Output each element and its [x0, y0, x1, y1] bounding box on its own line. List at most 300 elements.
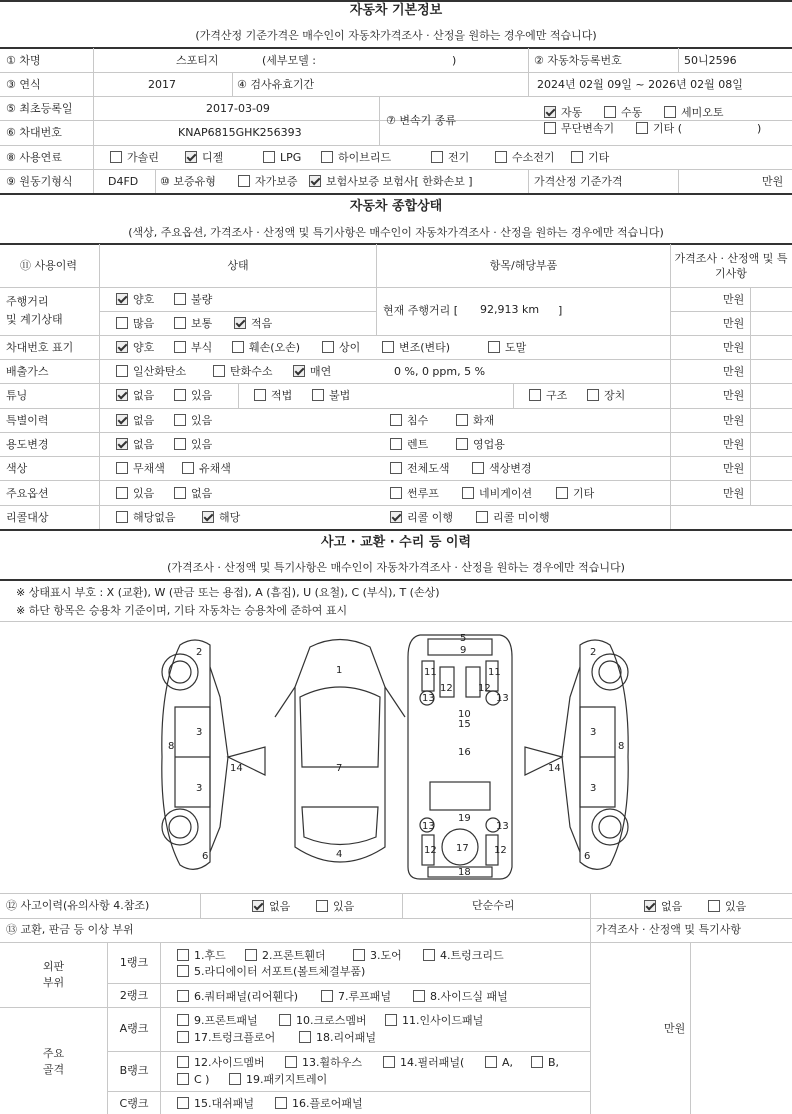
section-note-accident: (가격조사 · 산정액 및 특기사항은 매수인이 자동차가격조사 · 산정을 원하는 경우에만 적습니다) [167, 561, 625, 574]
paint-option[interactable] [472, 462, 532, 476]
special-option-label: 있음 [191, 414, 213, 427]
checkbox[interactable] [202, 511, 214, 523]
svg-text:6: 6 [202, 851, 209, 862]
checkbox[interactable] [664, 106, 676, 118]
checkbox[interactable] [423, 949, 435, 961]
checkbox[interactable] [245, 949, 257, 961]
checkbox[interactable] [177, 949, 189, 961]
rank1-part[interactable] [423, 949, 504, 963]
price-unit: 만원 [723, 438, 745, 451]
main-option-type-option-label: 썬루프 [407, 487, 439, 500]
fuel-option[interactable] [321, 151, 391, 165]
vin-mark-option[interactable] [232, 341, 300, 355]
checkbox[interactable] [279, 1014, 291, 1026]
checkbox[interactable] [529, 389, 541, 401]
mileage-option[interactable] [174, 293, 212, 307]
price-unit: 만원 [723, 487, 745, 500]
recall-status-option-label: 리콜 미이행 [493, 511, 550, 524]
tuning-legal-option[interactable] [254, 389, 292, 403]
mileage-close: ] [558, 304, 563, 317]
rankA-part-label: 9.프론트패널 [194, 1014, 258, 1027]
svg-text:6: 6 [584, 851, 591, 862]
main-option-option[interactable] [174, 487, 212, 501]
rankA-part[interactable] [299, 1031, 376, 1045]
checkbox[interactable] [321, 990, 333, 1002]
special-type-option-label: 침수 [407, 414, 429, 427]
checkbox[interactable] [232, 341, 244, 353]
rankB-part[interactable] [285, 1056, 362, 1070]
recall-status-option[interactable] [390, 511, 453, 525]
svg-text:11: 11 [488, 667, 501, 678]
section-title-accident: 사고 · 교환 · 수리 등 이력 [320, 535, 472, 550]
fuel-option-label: 전기 [448, 151, 470, 164]
svg-text:1: 1 [336, 665, 343, 676]
tuning-type-option[interactable] [529, 389, 567, 403]
rankB-part-label: 19.패키지트레이 [246, 1073, 328, 1086]
year-value: 2017 [148, 78, 176, 91]
use-type-option-label: 영업용 [473, 438, 505, 451]
fuel-option-label: 가솔린 [127, 151, 159, 164]
checkbox[interactable] [472, 462, 484, 474]
svg-text:12: 12 [478, 683, 491, 694]
checkbox[interactable] [177, 1014, 189, 1026]
first-reg-value: 2017-03-09 [206, 102, 270, 115]
vin-mark-option-label: 양호 [133, 341, 155, 354]
paint-option[interactable] [390, 462, 450, 476]
checkbox[interactable] [383, 1056, 395, 1068]
special-type-option[interactable] [390, 414, 428, 428]
rankB-part[interactable] [229, 1073, 327, 1087]
checkbox[interactable] [390, 414, 402, 426]
rankB-label: B랭크 [119, 1064, 149, 1077]
checkbox[interactable] [116, 414, 128, 426]
svg-text:12: 12 [440, 683, 453, 694]
rankB-part-label: C ) [194, 1073, 210, 1086]
main-option-option-label: 없음 [191, 487, 213, 500]
rank2-part[interactable] [321, 990, 391, 1004]
checkbox[interactable] [174, 389, 186, 401]
checkbox[interactable] [476, 511, 488, 523]
checkbox[interactable] [213, 365, 225, 377]
special-type-option[interactable] [456, 414, 494, 428]
svg-text:3: 3 [196, 783, 203, 794]
car-diagram [140, 627, 650, 887]
checkbox[interactable] [252, 900, 264, 912]
checkbox[interactable] [312, 389, 324, 401]
checkbox[interactable] [456, 438, 468, 450]
fuel-option[interactable] [495, 151, 555, 165]
checkbox[interactable] [431, 151, 443, 163]
checkbox[interactable] [309, 175, 321, 187]
checkbox[interactable] [116, 487, 128, 499]
checkbox[interactable] [488, 341, 500, 353]
accident-option-label: 없음 [269, 900, 291, 913]
item-header: 항목/해당부품 [489, 259, 558, 272]
vin-mark-option[interactable] [382, 341, 450, 355]
svg-text:3: 3 [590, 727, 597, 738]
svg-text:16: 16 [458, 747, 471, 758]
checkbox[interactable] [390, 487, 402, 499]
fuel-option[interactable] [110, 151, 159, 165]
trans-manual[interactable]: 수동 [604, 106, 642, 120]
fuel-option-label: 수소전기 [512, 151, 555, 164]
svg-text:4: 4 [336, 849, 343, 860]
svg-text:10: 10 [458, 709, 471, 720]
tuning-label: 튜닝 [6, 389, 28, 402]
checkbox[interactable] [116, 389, 128, 401]
reg-no-value: 50니2596 [684, 54, 737, 67]
tuning-legal-option[interactable] [312, 389, 350, 403]
usage-history-header: ⑪ 사용이력 [20, 259, 78, 272]
special-option[interactable] [174, 414, 212, 428]
checkbox[interactable] [413, 990, 425, 1002]
outer-panel-label: 외판 [42, 960, 65, 973]
mileage-amount-option[interactable] [174, 317, 212, 331]
svg-text:3: 3 [590, 783, 597, 794]
rank1-part[interactable] [177, 965, 365, 979]
checkbox[interactable] [177, 1056, 189, 1068]
vin-mark-option[interactable] [322, 341, 360, 355]
svg-text:13: 13 [496, 821, 509, 832]
paint-option-label: 색상변경 [489, 462, 532, 475]
car-name-label: ① 차명 [6, 54, 41, 67]
vin-label: ⑥ 차대번호 [6, 126, 62, 139]
svg-text:13: 13 [422, 693, 435, 704]
checkbox[interactable] [571, 151, 583, 163]
color-option[interactable] [182, 462, 231, 476]
checkbox[interactable] [556, 487, 568, 499]
exchange-label: ⑬ 교환, 판금 등 이상 부위 [6, 923, 134, 936]
tuning-option-label: 없음 [133, 389, 155, 402]
checkbox[interactable] [604, 106, 616, 118]
simple-repair-option[interactable] [708, 900, 746, 914]
rankA-part[interactable] [385, 1014, 483, 1028]
exchange-price-label: 가격조사 · 산정액 및 특기사항 [596, 923, 741, 936]
year-label: ③ 연식 [6, 78, 41, 91]
trans-semiauto[interactable]: 세미오토 [664, 106, 724, 120]
gas-option[interactable] [116, 365, 186, 379]
rankB-part-label: A, [502, 1056, 514, 1069]
warranty-label: ⑩ 보증유형 [160, 175, 216, 188]
use-change-label: 용도변경 [6, 438, 49, 451]
checkbox[interactable] [174, 438, 186, 450]
use-option[interactable] [116, 438, 154, 452]
svg-text:7: 7 [336, 763, 343, 774]
checkbox[interactable] [495, 151, 507, 163]
mileage-option-label: 불량 [191, 293, 213, 306]
rank1-part[interactable] [245, 949, 326, 963]
base-price-unit: 만원 [762, 175, 784, 188]
checkbox[interactable] [299, 1031, 311, 1043]
color-option[interactable] [116, 462, 165, 476]
rankB-part-label: 12.사이드멤버 [194, 1056, 265, 1069]
gas-label: 배출가스 [6, 365, 49, 378]
mileage-value: 92,913 km [480, 303, 540, 316]
rank2-part-label: 8.사이드실 패널 [430, 990, 508, 1003]
recall-option-label: 해당 [219, 511, 241, 524]
outer-panel-label-2: 부위 [42, 976, 65, 989]
checkbox[interactable] [263, 151, 275, 163]
mileage-amount-option[interactable] [234, 317, 272, 331]
fuel-option-label: 기타 [588, 151, 610, 164]
checkbox[interactable] [485, 1056, 497, 1068]
detail-model-close: ) [452, 54, 457, 67]
rankA-part[interactable] [279, 1014, 367, 1028]
main-frame-label: 주요 [42, 1047, 65, 1060]
use-type-option-label: 렌트 [407, 438, 429, 451]
checkbox[interactable] [229, 1073, 241, 1085]
checkbox[interactable] [587, 389, 599, 401]
checkbox[interactable] [116, 511, 128, 523]
checkbox[interactable] [462, 487, 474, 499]
vin-value: KNAP6815GHK256393 [178, 126, 302, 139]
inspection-label: ④ 검사유효기간 [237, 78, 315, 91]
recall-status-option-label: 리콜 이행 [407, 511, 454, 524]
simple-repair-option[interactable] [644, 900, 682, 914]
checkbox[interactable] [238, 175, 250, 187]
rankC-label: C랭크 [119, 1097, 149, 1110]
svg-text:14: 14 [230, 763, 243, 774]
price-unit: 만원 [723, 341, 745, 354]
trans-auto[interactable]: 자동 [544, 106, 582, 120]
main-option-type-option[interactable] [462, 487, 532, 501]
checkbox[interactable] [275, 1097, 287, 1109]
special-option-label: 없음 [133, 414, 155, 427]
svg-text:3: 3 [196, 727, 203, 738]
rank1-part[interactable] [353, 949, 402, 963]
rank1-part-label: 5.라디에이터 서포트(볼트체결부품) [194, 965, 366, 978]
price-unit: 만원 [723, 317, 745, 330]
tuning-type-option[interactable] [587, 389, 625, 403]
accident-option[interactable] [316, 900, 354, 914]
section-note-status: (색상, 주요옵션, 가격조사 · 산정액 및 특기사항은 매수인이 자동차가격조사 · 산정을 원하는 경우에만 적습니다) [128, 226, 664, 239]
warranty-insurance[interactable]: 보험사보증 보험사[ 한화손보 ] [309, 175, 473, 189]
checkbox[interactable] [390, 462, 402, 474]
base-price-label: 가격산정 기준가격 [534, 175, 623, 188]
checkbox[interactable] [116, 365, 128, 377]
svg-text:13: 13 [496, 693, 509, 704]
rankB-part-label: 13.휠하우스 [302, 1056, 362, 1069]
checkbox[interactable] [116, 438, 128, 450]
fuel-option[interactable] [431, 151, 469, 165]
main-option-label: 주요옵션 [6, 487, 49, 500]
vin-mark-option[interactable] [116, 341, 154, 355]
use-option-label: 있음 [191, 438, 213, 451]
gas-option-label: 매연 [310, 365, 332, 378]
rank1-part-label: 2.프론트휀더 [262, 949, 326, 962]
gas-values: 0 %, 0 ppm, 5 % [394, 365, 486, 378]
checkbox[interactable] [390, 511, 402, 523]
special-label: 특별이력 [6, 414, 49, 427]
rank2-label: 2랭크 [119, 989, 149, 1002]
checkbox[interactable] [385, 1014, 397, 1026]
engine-label: ⑨ 원동기형식 [6, 175, 73, 188]
first-reg-label: ⑤ 최초등록일 [6, 102, 73, 115]
vin-mark-option-label: 훼손(오손) [249, 341, 301, 354]
checkbox[interactable] [177, 1031, 189, 1043]
vin-mark-option[interactable] [174, 341, 212, 355]
simple-repair-label: 단순수리 [472, 899, 515, 912]
checkbox[interactable] [285, 1056, 297, 1068]
vin-mark-option-label: 도말 [505, 341, 527, 354]
trans-other-close: ) [757, 122, 762, 135]
checkbox[interactable] [531, 1056, 543, 1068]
checkbox[interactable] [644, 900, 656, 912]
rankB-part[interactable] [177, 1056, 265, 1070]
inspection-value: 2024년 02월 09일 ~ 2026년 02월 08일 [537, 78, 743, 91]
fuel-option[interactable] [263, 151, 301, 165]
checkbox[interactable] [322, 341, 334, 353]
vin-mark-option-label: 부식 [191, 341, 213, 354]
recall-option[interactable] [202, 511, 240, 525]
checkbox[interactable] [174, 414, 186, 426]
rankB-part[interactable] [485, 1056, 513, 1070]
tuning-legal-option-label: 적법 [271, 389, 293, 402]
vin-mark-option-label: 변조(변타) [399, 341, 451, 354]
rankB-part[interactable] [531, 1056, 559, 1070]
checkbox[interactable] [174, 341, 186, 353]
checkbox[interactable] [293, 365, 305, 377]
main-option-option[interactable] [116, 487, 154, 501]
checkbox[interactable] [636, 122, 648, 134]
warranty-self[interactable]: 자가보증 [238, 175, 298, 189]
checkbox[interactable] [177, 1073, 189, 1085]
svg-text:8: 8 [618, 741, 625, 752]
checkbox[interactable] [254, 389, 266, 401]
rankB-part-label: 14.필러패널( [400, 1056, 465, 1069]
trans-other[interactable]: 기타 ( [636, 122, 682, 136]
svg-text:2: 2 [590, 647, 597, 658]
rankA-part[interactable] [177, 1014, 258, 1028]
svg-text:12: 12 [424, 845, 437, 856]
rankB-part[interactable] [177, 1073, 209, 1087]
svg-text:14: 14 [548, 763, 561, 774]
use-type-option[interactable] [456, 438, 505, 452]
recall-label: 리콜대상 [6, 511, 49, 524]
checkbox[interactable] [353, 949, 365, 961]
section-title-status: 자동차 종합상태 [349, 199, 443, 214]
rankC-part[interactable] [275, 1097, 363, 1111]
rank1-part-label: 4.트렁크리드 [440, 949, 504, 962]
rankA-part-label: 17.트렁크플로어 [194, 1031, 276, 1044]
rank1-part[interactable] [177, 949, 226, 963]
fuel-option-label: LPG [280, 151, 302, 164]
color-label: 색상 [6, 462, 28, 475]
checkbox[interactable] [544, 122, 556, 134]
reg-no-label: ② 자동차등록번호 [534, 54, 622, 67]
svg-text:11: 11 [424, 667, 437, 678]
checkbox[interactable] [185, 151, 197, 163]
price-unit: 만원 [723, 365, 745, 378]
main-option-type-option[interactable] [390, 487, 439, 501]
checkbox[interactable] [390, 438, 402, 450]
special-option[interactable] [116, 414, 154, 428]
recall-option[interactable] [116, 511, 176, 525]
checkbox[interactable] [174, 317, 186, 329]
price-unit: 만원 [723, 462, 745, 475]
checkbox[interactable] [321, 151, 333, 163]
rankC-part[interactable] [177, 1097, 254, 1111]
checkbox[interactable] [116, 341, 128, 353]
mileage-label: 주행거리 [6, 295, 49, 308]
rank2-part[interactable] [177, 990, 298, 1004]
checkbox[interactable] [708, 900, 720, 912]
rank1-part-label: 3.도어 [370, 949, 402, 962]
fuel-label: ⑧ 사용연료 [6, 151, 62, 164]
rankA-part[interactable] [177, 1031, 275, 1045]
checkbox[interactable] [116, 462, 128, 474]
engine-value: D4FD [108, 175, 139, 188]
state-header: 상태 [227, 259, 249, 272]
tuning-legal-option-label: 불법 [329, 389, 351, 402]
section-note-basic: (가격산정 기준가격은 매수인이 자동차가격조사 · 산정을 원하는 경우에만 적습니다) [195, 29, 597, 42]
svg-text:18: 18 [458, 867, 471, 878]
use-option[interactable] [174, 438, 212, 452]
checkbox[interactable] [116, 317, 128, 329]
rankB-part[interactable] [383, 1056, 464, 1070]
recall-option-label: 해당없음 [133, 511, 176, 524]
simple-repair-option-label: 없음 [661, 900, 683, 913]
simple-repair-option-label: 있음 [725, 900, 747, 913]
legend-line-2: ※ 하단 항목은 승용차 기준이며, 기타 자동차는 승용차에 준하여 표시 [16, 604, 348, 617]
checkbox[interactable] [174, 487, 186, 499]
checkbox[interactable] [316, 900, 328, 912]
recall-status-option[interactable] [476, 511, 550, 525]
checkbox[interactable] [110, 151, 122, 163]
price-unit: 만원 [723, 293, 745, 306]
accident-label: ⑫ 사고이력(유의사항 4.참조) [6, 899, 150, 912]
paint-option-label: 전체도색 [407, 462, 450, 475]
checkbox[interactable] [182, 462, 194, 474]
rankA-label: A랭크 [119, 1022, 149, 1035]
rank2-part[interactable] [413, 990, 508, 1004]
checkbox[interactable] [177, 1097, 189, 1109]
trans-cvt[interactable]: 무단변속기 [544, 122, 614, 136]
vin-mark-option[interactable] [488, 341, 526, 355]
checkbox[interactable] [456, 414, 468, 426]
checkbox[interactable] [234, 317, 246, 329]
rankB-part-label: B, [548, 1056, 560, 1069]
checkbox[interactable] [177, 990, 189, 1002]
svg-text:17: 17 [456, 843, 469, 854]
mileage-amount-option[interactable] [116, 317, 154, 331]
svg-text:9: 9 [460, 645, 467, 656]
fuel-option[interactable] [185, 151, 223, 165]
color-option-label: 무채색 [133, 462, 165, 475]
svg-text:13: 13 [422, 821, 435, 832]
accident-option[interactable] [252, 900, 290, 914]
gas-option[interactable] [293, 365, 331, 379]
gas-option-label: 일산화탄소 [133, 365, 187, 378]
checkbox[interactable] [174, 293, 186, 305]
svg-text:19: 19 [458, 813, 471, 824]
use-type-option[interactable] [390, 438, 428, 452]
mileage-option[interactable] [116, 293, 154, 307]
gas-option[interactable] [213, 365, 273, 379]
main-option-type-option[interactable] [556, 487, 594, 501]
transmission-label: ⑦ 변속기 종류 [386, 114, 456, 127]
checkbox[interactable] [544, 106, 556, 118]
fuel-option[interactable] [571, 151, 609, 165]
tuning-option[interactable] [174, 389, 212, 403]
checkbox[interactable] [177, 965, 189, 977]
tuning-option[interactable] [116, 389, 154, 403]
rank2-part-label: 7.루프패널 [338, 990, 391, 1003]
checkbox[interactable] [116, 293, 128, 305]
checkbox[interactable] [382, 341, 394, 353]
mileage-label-2: 및 계기상태 [6, 313, 63, 326]
fuel-option-label: 디젤 [202, 151, 224, 164]
